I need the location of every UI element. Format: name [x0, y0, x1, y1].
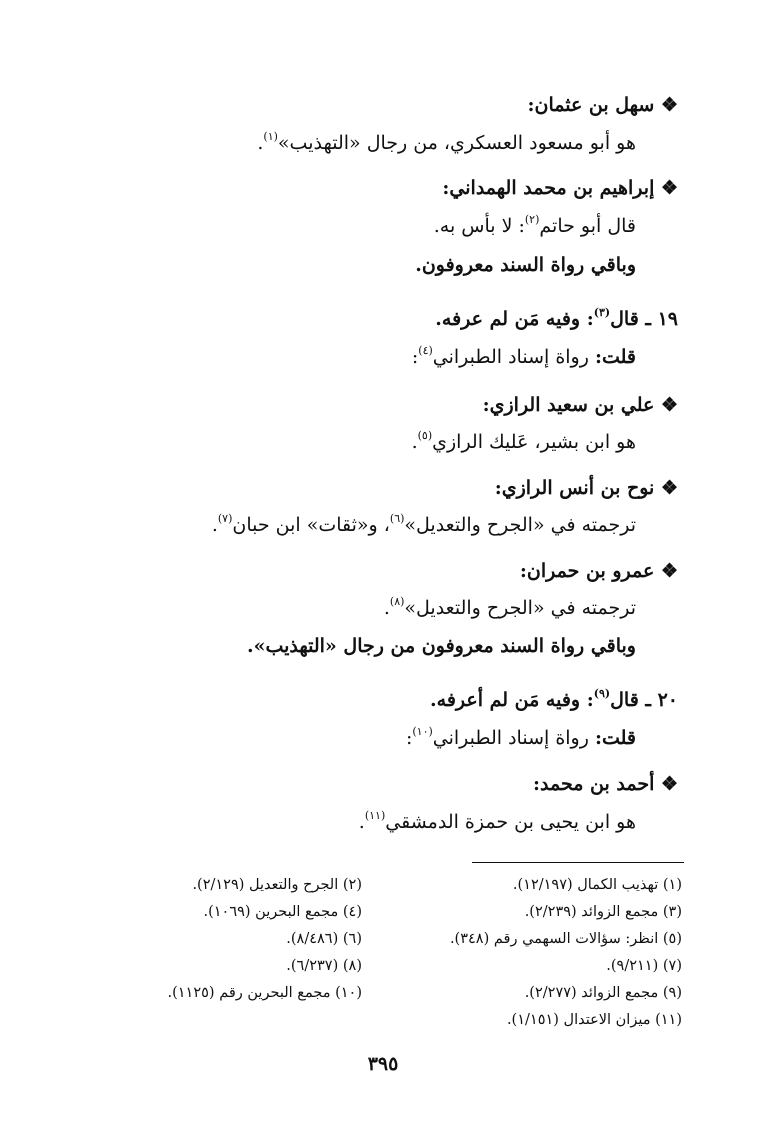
section-body: هو أبو مسعود العسكري، من رجال «التهذيب»$^{(١)}$.: [257, 130, 636, 154]
footnote: (١١) ميزان الاعتدال (١/١٥١).: [506, 1012, 682, 1028]
section-header: ❖ إبراهيم بن محمد الهمداني:: [442, 177, 678, 199]
section-header: ❖ علي بن سعيد الرازي:: [482, 394, 678, 416]
footnote: (٦) (٨/٤٨٦).: [286, 931, 362, 947]
section-header: ❖ عمرو بن حمران:: [519, 560, 678, 582]
section-summary: وباقي رواة السند معروفون.: [415, 254, 636, 276]
section-header: ❖ أحمد بن محمد:: [532, 773, 678, 795]
footnote: (٥) انظر: سؤالات السهمي رقم (٣٤٨).: [449, 931, 682, 947]
section-body: هو ابن بشير، عَليك الرازي$^{(٥)}$.: [411, 429, 636, 453]
section-body: ترجمته في «الجرح والتعديل»$^{(٨)}$.: [383, 595, 636, 619]
footnote-ref[interactable]: (٥): [417, 429, 433, 442]
footnote-ref[interactable]: (١٠): [412, 725, 433, 738]
footnote-ref[interactable]: (٤): [418, 344, 433, 357]
page-number: ٣٩٥: [367, 1053, 399, 1075]
section-body: ترجمته في «الجرح والتعديل»$^{(٦)}$، و«ثقات» ابن حبان$^{(٧)}$.: [211, 512, 636, 536]
section-header: ❖ نوح بن أنس الرازي:: [494, 477, 678, 499]
numbered-item-header: ١٩ ـ قال$^{(٣)}$: وفيه مَن لم عرفه.: [435, 306, 678, 330]
footnote: (٧) (٩/٢١١).: [606, 958, 682, 974]
footnote: (٤) مجمع البحرين (١٠٦٩).: [203, 904, 362, 920]
numbered-item-header: ٢٠ ـ قال$^{(٩)}$: وفيه مَن لم أعرفه.: [430, 687, 678, 711]
footnote-ref[interactable]: (٦): [389, 512, 405, 525]
footnote: (١) تهذيب الكمال (١٢/١٩٧).: [512, 877, 682, 893]
footnote-ref[interactable]: (٩): [593, 687, 611, 700]
footnote-ref[interactable]: (٨): [389, 595, 405, 608]
footnote: (٢) الجرح والتعديل (٢/١٢٩).: [192, 877, 362, 893]
footnote-ref[interactable]: (١١): [364, 809, 386, 822]
footnote-ref[interactable]: (٣): [593, 306, 611, 319]
footnote: (٨) (٦/٢٣٧).: [286, 958, 362, 974]
footnote: (٩) مجمع الزوائد (٢/٢٧٧).: [524, 985, 682, 1001]
section-header: ❖ سهل بن عثمان:: [527, 94, 678, 116]
footnote-divider: [472, 862, 684, 863]
section-body: قلت: رواة إسناد الطبراني$^{(٤)}$:: [411, 344, 636, 368]
footnote-ref[interactable]: (٢): [524, 213, 540, 226]
section-body: قلت: رواة إسناد الطبراني$^{(١٠)}$:: [405, 725, 636, 749]
footnote-ref[interactable]: (٧): [217, 512, 233, 525]
section-body: قال أبو حاتم$^{(٢)}$: لا بأس به.: [433, 213, 636, 237]
section-summary: وباقي رواة السند معروفون من رجال «التهذيب».: [246, 635, 636, 657]
footnote-ref[interactable]: (١): [263, 130, 278, 143]
footnote: (٣) مجمع الزوائد (٢/٢٣٩).: [524, 904, 682, 920]
section-body: هو ابن يحيى بن حمزة الدمشقي$^{(١١)}$.: [358, 809, 636, 833]
footnote: (١٠) مجمع البحرين رقم (١١٢٥).: [167, 985, 362, 1001]
